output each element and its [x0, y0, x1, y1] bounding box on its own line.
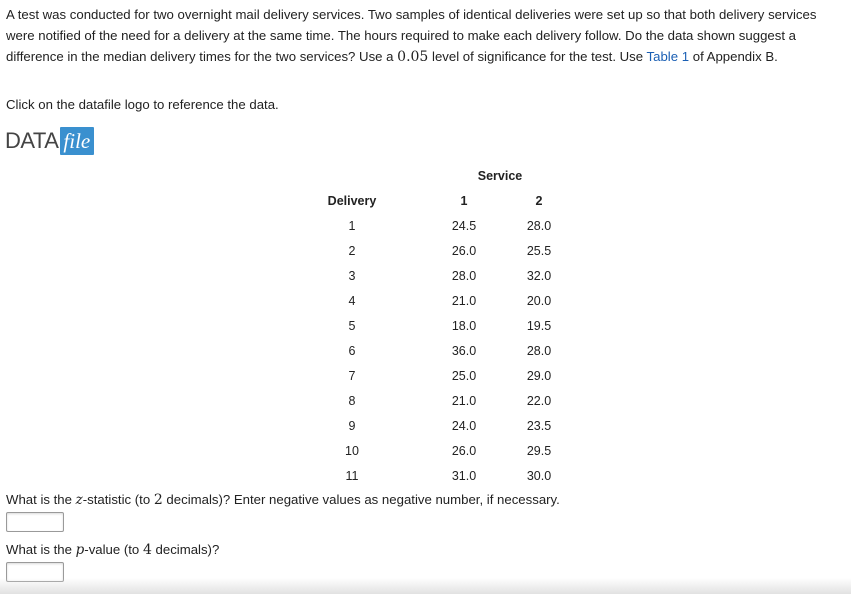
- service-1-hours: 21.0: [451, 294, 477, 308]
- service-1-hours: 36.0: [451, 344, 477, 358]
- delivery-number: 9: [348, 419, 356, 433]
- delivery-number: 8: [348, 394, 356, 408]
- table-1-link[interactable]: Table 1: [646, 49, 690, 64]
- p-variable: p: [75, 542, 85, 558]
- delivery-number: 3: [348, 269, 356, 283]
- q1-text-pre: What is the: [6, 492, 76, 507]
- service-1-hours: 21.0: [451, 394, 477, 408]
- service-2-hours: 20.0: [526, 294, 552, 308]
- delivery-number: 5: [348, 319, 356, 333]
- z-statistic-input[interactable]: [6, 512, 64, 532]
- q1-decimals: 2: [153, 492, 163, 508]
- service-2-hours: 28.0: [526, 344, 552, 358]
- service-1-header: 1: [460, 194, 468, 208]
- delivery-number: 2: [348, 244, 356, 258]
- service-2-hours: 19.5: [526, 319, 552, 333]
- delivery-number: 11: [345, 469, 359, 483]
- problem-statement: [6, 4, 836, 68]
- service-2-hours: 29.0: [526, 369, 552, 383]
- problem-text-3: of Appendix B.: [689, 49, 778, 64]
- service-2-hours: 28.0: [526, 219, 552, 233]
- datafile-instruction: Click on the datafile logo to reference the data.: [6, 97, 279, 112]
- delivery-number: 4: [348, 294, 356, 308]
- q2-text-mid: -value (to: [84, 542, 143, 557]
- service-1-hours: 26.0: [451, 244, 477, 258]
- z-statistic-question: [6, 491, 560, 509]
- service-1-hours: 24.5: [451, 219, 477, 233]
- problem-text: A test was conducted for two overnight mail delivery services. Two samples of identical deliveries were set up so that both delivery services were notified of the need for a delivery at the same time. The hours required to make each delivery follow. Do the data shown suggest a difference in the median delivery times for the two services? Use a: [6, 7, 817, 64]
- p-value-question: [6, 541, 219, 559]
- delivery-number: 10: [345, 444, 359, 458]
- service-2-header: 2: [535, 194, 543, 208]
- service-1-hours: 24.0: [451, 419, 477, 433]
- q1-text-post: decimals)? Enter negative values as negative number, if necessary.: [162, 492, 560, 507]
- datafile-logo-data-text: DATA: [5, 128, 59, 153]
- datafile-logo-file-text: file: [60, 127, 94, 155]
- service-2-hours: 23.5: [526, 419, 552, 433]
- q2-text-pre: What is the: [6, 542, 76, 557]
- service-1-hours: 25.0: [451, 369, 477, 383]
- service-2-hours: 25.5: [526, 244, 552, 258]
- bottom-shadow: [0, 578, 851, 594]
- service-2-hours: 32.0: [526, 269, 552, 283]
- significance-level: 0.05: [397, 49, 429, 65]
- delivery-number: 7: [348, 369, 356, 383]
- service-1-hours: 18.0: [451, 319, 477, 333]
- delivery-number: 6: [348, 344, 356, 358]
- service-2-hours: 22.0: [526, 394, 552, 408]
- service-1-hours: 31.0: [451, 469, 477, 483]
- datafile-logo[interactable]: [5, 123, 94, 155]
- problem-text-2: level of significance for the test. Use: [428, 49, 647, 64]
- q1-text-mid: -statistic (to: [82, 492, 154, 507]
- service-1-hours: 26.0: [451, 444, 477, 458]
- z-variable: z: [75, 492, 83, 508]
- q2-text-post: decimals)?: [151, 542, 220, 557]
- service-header: Service: [477, 169, 523, 183]
- delivery-number: 1: [348, 219, 356, 233]
- delivery-header: Delivery: [327, 194, 377, 208]
- service-2-hours: 29.5: [526, 444, 552, 458]
- q2-decimals: 4: [142, 542, 152, 558]
- service-1-hours: 28.0: [451, 269, 477, 283]
- service-2-hours: 30.0: [526, 469, 552, 483]
